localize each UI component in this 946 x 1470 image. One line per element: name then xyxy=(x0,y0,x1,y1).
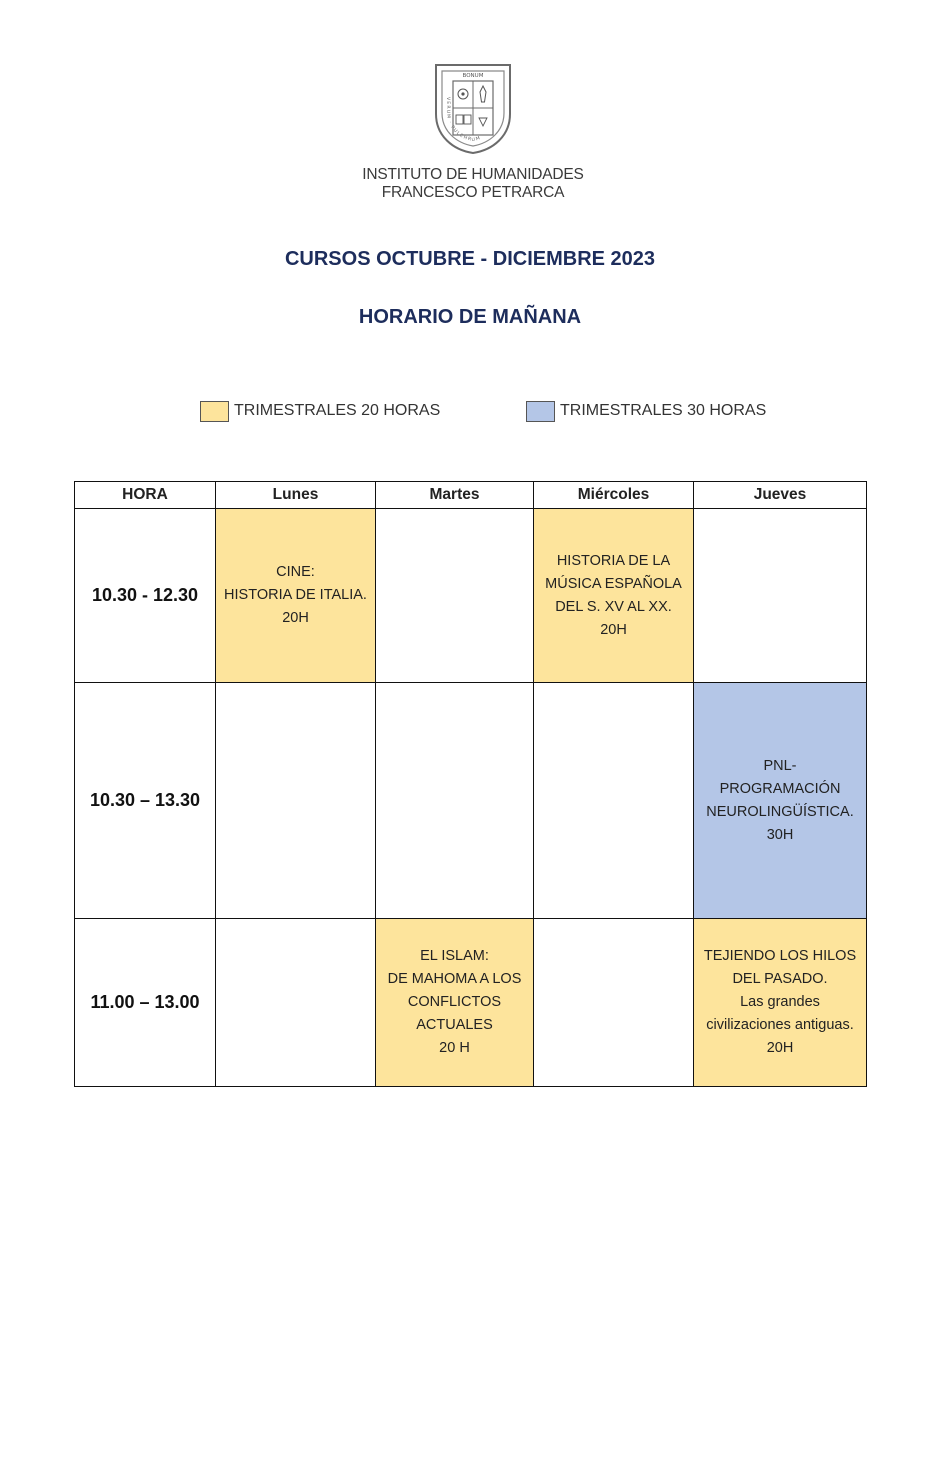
legend-label-20h: TRIMESTRALES 20 HORAS xyxy=(234,402,441,419)
course-cell xyxy=(694,919,867,1087)
course-cell xyxy=(216,509,376,683)
course-text-line: DEL S. XV AL XX. xyxy=(555,598,672,615)
course-text-line: HISTORIA DE ITALIA. xyxy=(224,587,367,603)
shield-seal-icon xyxy=(433,62,513,156)
institute-name-line2: FRANCESCO PETRARCA xyxy=(381,184,565,201)
course-text-line: 20H xyxy=(766,1040,794,1056)
schedule-table xyxy=(74,481,867,1087)
empty-cell xyxy=(216,919,376,1087)
column-header-martes: Martes xyxy=(376,482,534,509)
page-subtitle: HORARIO DE MAÑANA xyxy=(358,306,582,328)
course-text-line: PROGRAMACIÓN xyxy=(719,780,841,797)
empty-cell xyxy=(216,683,376,919)
seal-ring-text: VERUM · PULCHRUM xyxy=(444,96,482,144)
column-header-miercoles: Miércoles xyxy=(534,482,694,509)
time-slot-cell: 10.30 - 12.30 xyxy=(75,509,216,683)
course-text-line: 20H xyxy=(600,621,627,638)
course-text-line: NEUROLINGÜÍSTICA. xyxy=(706,803,854,820)
course-text-line: 20H xyxy=(282,610,309,626)
course-cell xyxy=(694,683,867,919)
seal-top-word: BONUM xyxy=(462,73,484,79)
course-text-line: CINE: xyxy=(276,564,315,580)
course-text-line: civilizaciones antiguas. xyxy=(706,1017,854,1033)
course-text-line: EL ISLAM: xyxy=(420,948,489,964)
course-text-line: DE MAHOMA A LOS xyxy=(387,971,522,987)
legend-item-30h xyxy=(526,399,766,423)
column-header-hora: HORA xyxy=(75,482,216,509)
course-text-line: Las grandes xyxy=(740,994,820,1010)
course-cell xyxy=(376,919,534,1087)
header-row xyxy=(75,482,867,509)
empty-cell xyxy=(534,683,694,919)
course-text-line: CONFLICTOS xyxy=(407,994,502,1010)
legend-swatch-20h xyxy=(200,401,229,422)
legend-item-20h xyxy=(200,399,440,423)
page-title: CURSOS OCTUBRE - DICIEMBRE 2023 xyxy=(284,248,656,270)
legend-label-30h: TRIMESTRALES 30 HORAS xyxy=(560,402,767,419)
course-text-line: PNL- xyxy=(763,757,797,774)
empty-cell xyxy=(694,509,867,683)
time-slot-cell: 11.00 – 13.00 xyxy=(75,919,216,1087)
empty-cell xyxy=(376,509,534,683)
empty-cell xyxy=(534,919,694,1087)
legend-swatch-30h xyxy=(526,401,555,422)
course-cell xyxy=(534,509,694,683)
column-header-jueves: Jueves xyxy=(694,482,867,509)
institute-logo xyxy=(0,62,946,156)
course-text-line: DEL PASADO. xyxy=(732,971,828,987)
course-text-line: ACTUALES xyxy=(416,1017,493,1033)
course-text-line: HISTORIA DE LA xyxy=(556,552,671,569)
table-row xyxy=(75,919,867,1087)
column-header-lunes: Lunes xyxy=(216,482,376,509)
course-text-line: TEJIENDO LOS HILOS xyxy=(703,948,857,964)
institute-name-line1: INSTITUTO DE HUMANIDADES xyxy=(362,166,584,183)
course-text-line: MÚSICA ESPAÑOLA xyxy=(545,575,682,592)
course-text-line: 20 H xyxy=(439,1040,470,1056)
table-row xyxy=(75,509,867,683)
table-row xyxy=(75,683,867,919)
time-slot-cell: 10.30 – 13.30 xyxy=(75,683,216,919)
empty-cell xyxy=(376,683,534,919)
course-text-line: 30H xyxy=(766,826,794,843)
